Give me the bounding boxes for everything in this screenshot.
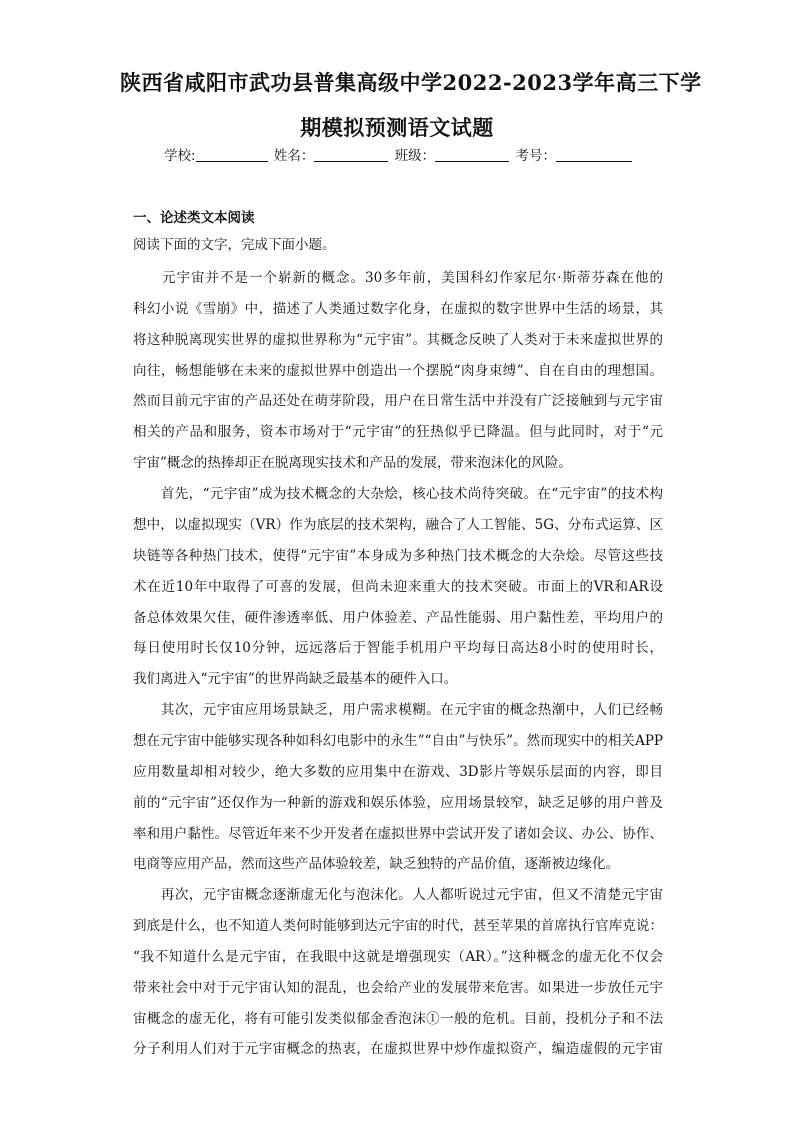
text-line: 备总体效果欠佳，硬件渗透率低、用户体验差、产品性能弱、用户黏性差，平均用户的 bbox=[133, 609, 663, 626]
text-line: 应用数量却相对较少，绝大多数的应用集中在游戏、3D影片等娱乐层面的内容，即目 bbox=[133, 763, 663, 780]
text-line: 想中，以虚拟现实（VR）作为底层的技术架构，融合了人工智能、5G、分布式运算、区 bbox=[133, 516, 663, 533]
class-label: 班级： bbox=[394, 148, 436, 164]
exam-number-blank[interactable] bbox=[556, 147, 632, 162]
text-line: 术在近10年中取得了可喜的发展，但尚未迎来重大的技术突破。市面上的VR和AR设 bbox=[133, 578, 663, 595]
text-line: 宇宙”概念的热捧却正在脱离现实技术和产品的发展，带来泡沫化的风险。 bbox=[133, 455, 572, 472]
text-line: 首先，“元宇宙”成为技术概念的大杂烩，核心技术尚待突破。在“元宇宙”的技术构 bbox=[133, 486, 663, 502]
text-line: 向往，畅想能够在未来的虚拟世界中创造出一个摆脱“肉身束缚”、自在自由的理想国。 bbox=[133, 362, 663, 379]
section-heading: 一、论述类文本阅读 bbox=[133, 210, 255, 226]
text-line: 电商等应用产品，然而这些产品体验较差，缺乏独特的产品价值，逐渐被边缘化。 bbox=[133, 856, 619, 873]
text-line: “我不知道什么是元宇宙，在我眼中这就是增强现实（AR）。”这种概念的虚无化不仅会 bbox=[133, 948, 663, 965]
text-line: 分子利用人们对于元宇宙概念的热衷，在虚拟世界中炒作虚拟资产，编造虚假的元宇宙 bbox=[133, 1041, 663, 1058]
school-label: 学校: bbox=[164, 148, 196, 164]
text-line: 将这种脱离现实世界的虚拟世界称为“元宇宙”。其概念反映了人类对于未来虚拟世界的 bbox=[133, 331, 663, 348]
text-line: 元宇宙并不是一个崭新的概念。30多年前，美国科幻作家尼尔·斯蒂芬森在他的 bbox=[133, 269, 663, 286]
paragraph-3 bbox=[133, 695, 663, 880]
text-line: 宙概念的虚无化，将有可能引发类似郁金香泡沫①一般的危机。目前，投机分子和不法 bbox=[133, 1010, 663, 1027]
text-line: 到底是什么，也不知道人类何时能够到达元宇宙的时代，甚至苹果的首席执行官库克说： bbox=[133, 917, 663, 934]
text-line: 相关的产品和服务，资本市场对于“元宇宙”的狂热似乎已降温。但与此同时，对于“元 bbox=[133, 424, 663, 441]
paragraph-4 bbox=[133, 880, 663, 1065]
student-info-line bbox=[0, 144, 794, 164]
paragraph-2 bbox=[133, 479, 663, 695]
text-line: 每日使用时长仅10分钟，远远落后于智能手机用户平均每日高达8小时的使用时长， bbox=[133, 640, 663, 657]
name-blank[interactable] bbox=[314, 147, 388, 162]
text-line: 其次，元宇宙应用场景缺乏，用户需求模糊。在元宇宙的概念热潮中，人们已经畅 bbox=[133, 702, 663, 718]
text-line: 带来社会中对于元宇宙认知的混乱，也会给产业的发展带来危害。如果进一步放任元宇 bbox=[133, 979, 663, 996]
exam-number-label: 考号： bbox=[515, 148, 556, 164]
text-line: 前的“元宇宙”还仅作为一种新的游戏和娱乐体验，应用场景较窄，缺乏足够的用户普及 bbox=[133, 794, 663, 811]
text-line: 率和用户黏性。尽管近年来不少开发者在虚拟世界中尝试开发了诸如会议、办公、协作、 bbox=[133, 825, 663, 842]
paragraph-1 bbox=[133, 232, 663, 479]
class-blank[interactable] bbox=[435, 147, 509, 162]
exam-title-line-1: 陕西省咸阳市武功县普集高级中学2022-2023学年高三下学 bbox=[120, 70, 702, 95]
section-instruction: 阅读下面的文字，完成下面小题。 bbox=[133, 237, 336, 253]
text-line: 想在元宇宙中能够实现各种如科幻电影中的永生”“自由”与快乐”。然而现实中的相关APP bbox=[133, 732, 663, 749]
name-label: 姓名： bbox=[273, 148, 315, 164]
text-line: 然而目前元宇宙的产品还处在萌芽阶段，用户在日常生活中并没有广泛接触到与元宇宙 bbox=[133, 393, 663, 410]
text-line: 科幻小说《雪崩》中，描述了人类通过数字化身，在虚拟的数字世界中生活的场景，其 bbox=[133, 300, 663, 317]
text-line: 我们离进入“元宇宙”的世界尚缺乏最基本的硬件入口。 bbox=[133, 671, 458, 688]
exam-title-line-2: 期模拟预测语文试题 bbox=[300, 115, 494, 140]
text-line: 再次，元宇宙概念逐渐虚无化与泡沫化。人人都听说过元宇宙，但又不清楚元宇宙 bbox=[133, 887, 663, 903]
school-blank[interactable] bbox=[196, 147, 268, 162]
text-line: 块链等各种热门技术，使得“元宇宙”本身成为多种热门技术概念的大杂烩。尽管这些技 bbox=[133, 547, 663, 564]
